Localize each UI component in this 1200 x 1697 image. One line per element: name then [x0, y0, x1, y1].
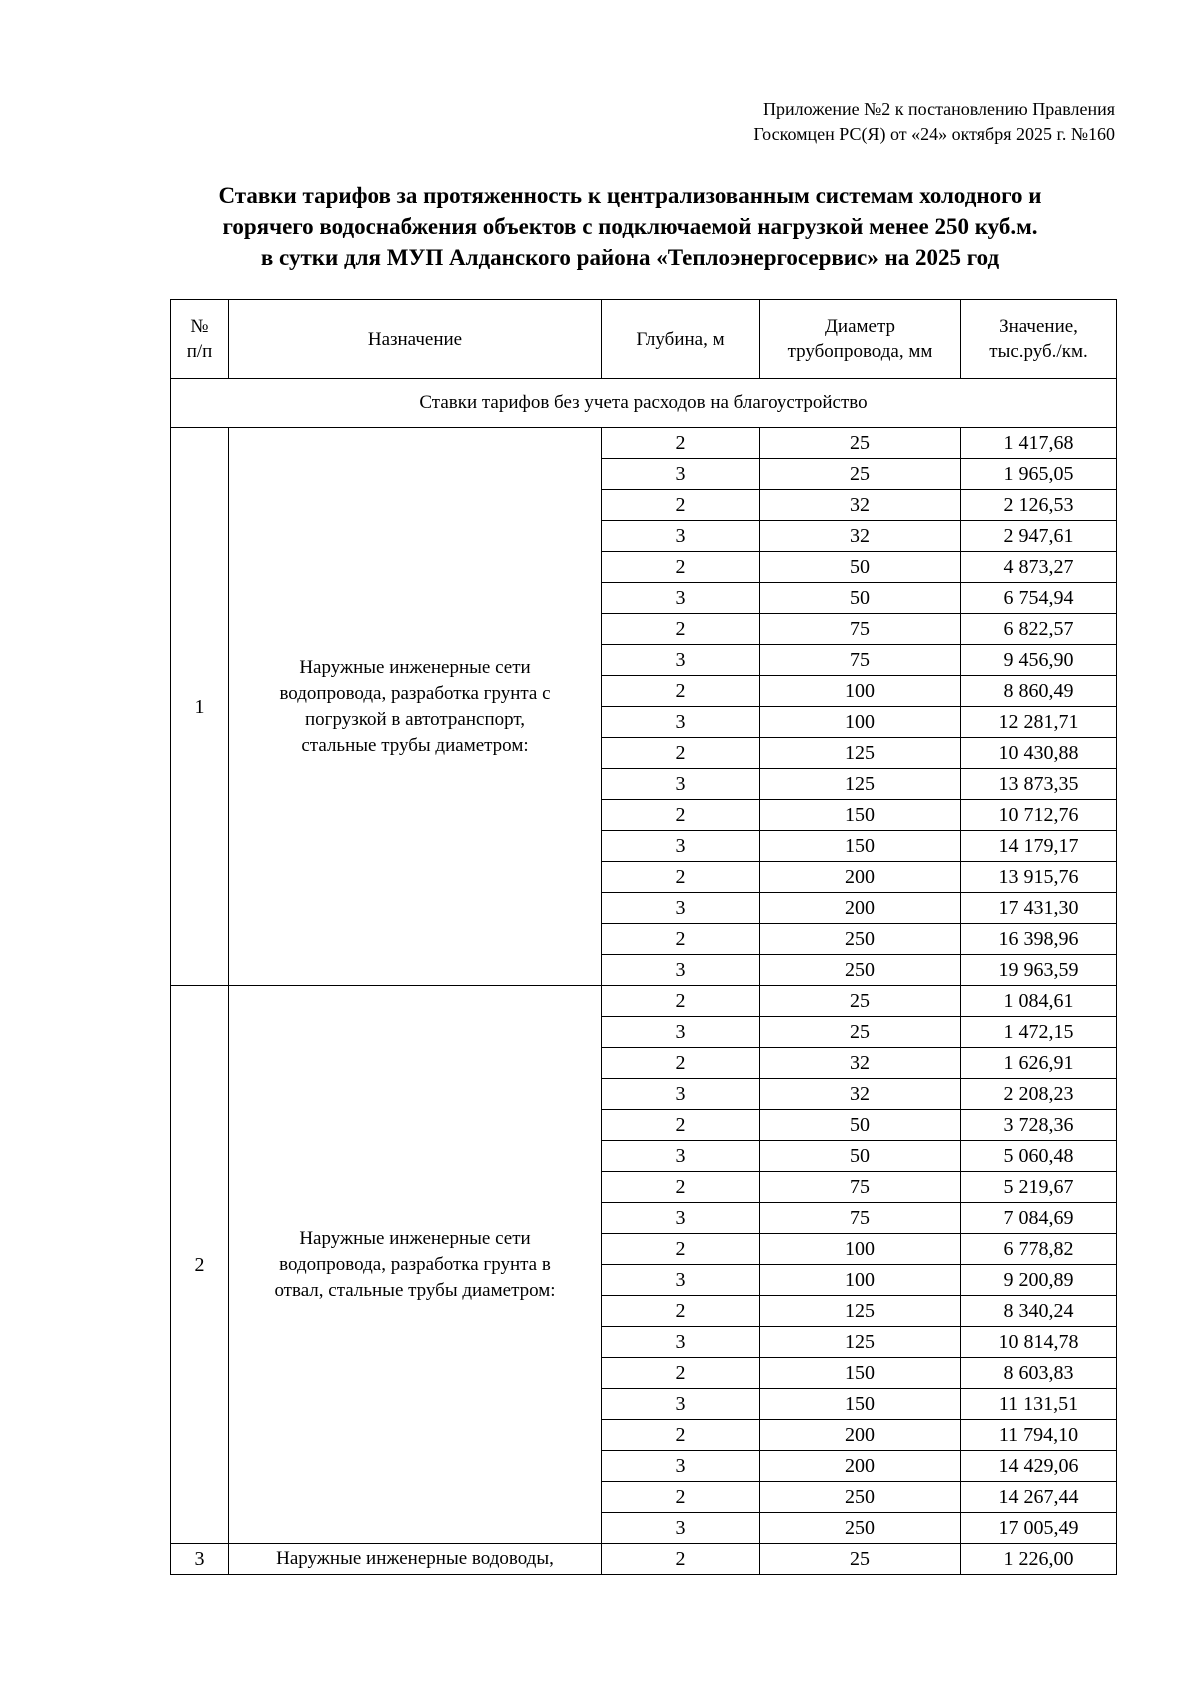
depth-cell: 3	[602, 955, 760, 986]
purpose-cell	[229, 428, 602, 986]
row-number: 2	[171, 986, 229, 1544]
depth-cell: 2	[602, 1482, 760, 1513]
diameter-cell: 32	[760, 490, 961, 521]
col-header-diameter-line1: Диаметр	[824, 316, 896, 337]
diameter-cell: 32	[760, 521, 961, 552]
value-cell: 4 873,27	[961, 552, 1117, 583]
purpose-line: водопровода, разработка грунта в	[279, 1253, 551, 1275]
depth-cell: 2	[602, 1048, 760, 1079]
diameter-cell: 250	[760, 1482, 961, 1513]
diameter-cell: 150	[760, 1389, 961, 1420]
value-cell: 17 431,30	[961, 893, 1117, 924]
col-header-purpose: Назначение	[229, 300, 602, 379]
value-cell: 9 200,89	[961, 1265, 1117, 1296]
header-line-2: Госкомцен РС(Я) от «24» октября 2025 г. №160	[753, 124, 1115, 144]
section-title: Ставки тарифов без учета расходов на благоустройство	[171, 379, 1117, 428]
depth-cell: 3	[602, 1141, 760, 1172]
diameter-cell: 100	[760, 1234, 961, 1265]
depth-cell: 2	[602, 1420, 760, 1451]
diameter-cell: 25	[760, 1544, 961, 1575]
value-cell: 10 430,88	[961, 738, 1117, 769]
depth-cell: 3	[602, 707, 760, 738]
title-line-3: в сутки для МУП Алданского района «Теплоэнергосервис» на 2025 год	[260, 245, 1000, 270]
depth-cell: 3	[602, 1079, 760, 1110]
depth-cell: 2	[602, 986, 760, 1017]
title-line-2: горячего водоснабжения объектов с подключаемой нагрузкой менее 250 куб.м.	[222, 214, 1038, 239]
row-number: 1	[171, 428, 229, 986]
depth-cell: 2	[602, 428, 760, 459]
depth-cell: 3	[602, 583, 760, 614]
value-cell: 9 456,90	[961, 645, 1117, 676]
depth-cell: 2	[602, 1110, 760, 1141]
diameter-cell: 250	[760, 924, 961, 955]
value-cell: 1 417,68	[961, 428, 1117, 459]
diameter-cell: 200	[760, 893, 961, 924]
diameter-cell: 50	[760, 1110, 961, 1141]
depth-cell: 3	[602, 1513, 760, 1544]
value-cell: 6 754,94	[961, 583, 1117, 614]
depth-cell: 3	[602, 1389, 760, 1420]
depth-cell: 3	[602, 1203, 760, 1234]
diameter-cell: 150	[760, 1358, 961, 1389]
value-cell: 2 208,23	[961, 1079, 1117, 1110]
table-body	[171, 428, 1117, 1575]
depth-cell: 2	[602, 924, 760, 955]
value-cell: 13 873,35	[961, 769, 1117, 800]
table-row	[171, 428, 1117, 459]
col-header-number	[171, 300, 229, 379]
value-cell: 10 814,78	[961, 1327, 1117, 1358]
diameter-cell: 125	[760, 769, 961, 800]
value-cell: 10 712,76	[961, 800, 1117, 831]
value-cell: 1 626,91	[961, 1048, 1117, 1079]
value-cell: 8 860,49	[961, 676, 1117, 707]
col-header-number-line2: п/п	[186, 341, 213, 362]
col-header-diameter	[760, 300, 961, 379]
value-cell: 17 005,49	[961, 1513, 1117, 1544]
value-cell: 2 947,61	[961, 521, 1117, 552]
value-cell: 11 131,51	[961, 1389, 1117, 1420]
document-title	[150, 180, 1110, 273]
diameter-cell: 32	[760, 1079, 961, 1110]
diameter-cell: 75	[760, 614, 961, 645]
purpose-line: отвал, стальные трубы диаметром:	[274, 1279, 556, 1301]
depth-cell: 2	[602, 862, 760, 893]
value-cell: 14 267,44	[961, 1482, 1117, 1513]
diameter-cell: 200	[760, 1420, 961, 1451]
purpose-line: Наружные инженерные водоводы,	[276, 1548, 554, 1569]
diameter-cell: 125	[760, 738, 961, 769]
value-cell: 13 915,76	[961, 862, 1117, 893]
tariff-table	[170, 299, 1117, 1575]
depth-cell: 2	[602, 1296, 760, 1327]
col-header-number-line1: №	[190, 316, 209, 337]
depth-cell: 2	[602, 738, 760, 769]
diameter-cell: 200	[760, 1451, 961, 1482]
value-cell: 19 963,59	[961, 955, 1117, 986]
table-header-row	[171, 300, 1117, 379]
purpose-cell	[229, 1544, 602, 1575]
diameter-cell: 75	[760, 645, 961, 676]
purpose-line: Наружные инженерные сети	[299, 656, 531, 678]
header-line-1: Приложение №2 к постановлению Правления	[762, 99, 1115, 119]
value-cell: 12 281,71	[961, 707, 1117, 738]
table-row	[171, 986, 1117, 1017]
value-cell: 14 429,06	[961, 1451, 1117, 1482]
section-row	[171, 379, 1117, 428]
depth-cell: 2	[602, 676, 760, 707]
diameter-cell: 75	[760, 1203, 961, 1234]
diameter-cell: 25	[760, 1017, 961, 1048]
value-cell: 16 398,96	[961, 924, 1117, 955]
depth-cell: 2	[602, 1172, 760, 1203]
depth-cell: 2	[602, 1544, 760, 1575]
diameter-cell: 125	[760, 1327, 961, 1358]
diameter-cell: 50	[760, 1141, 961, 1172]
value-cell: 6 822,57	[961, 614, 1117, 645]
diameter-cell: 100	[760, 1265, 961, 1296]
row-number: 3	[171, 1544, 229, 1575]
diameter-cell: 150	[760, 800, 961, 831]
depth-cell: 3	[602, 831, 760, 862]
depth-cell: 2	[602, 800, 760, 831]
diameter-cell: 125	[760, 1296, 961, 1327]
depth-cell: 3	[602, 521, 760, 552]
depth-cell: 3	[602, 645, 760, 676]
value-cell: 6 778,82	[961, 1234, 1117, 1265]
depth-cell: 3	[602, 893, 760, 924]
value-cell: 1 084,61	[961, 986, 1117, 1017]
col-header-value-line1: Значение,	[999, 316, 1078, 337]
value-cell: 7 084,69	[961, 1203, 1117, 1234]
value-cell: 8 340,24	[961, 1296, 1117, 1327]
depth-cell: 3	[602, 459, 760, 490]
col-header-value-line2: тыс.руб./км.	[989, 341, 1088, 362]
depth-cell: 3	[602, 1451, 760, 1482]
value-cell: 1 965,05	[961, 459, 1117, 490]
document-header	[753, 97, 1115, 147]
diameter-cell: 32	[760, 1048, 961, 1079]
depth-cell: 2	[602, 614, 760, 645]
value-cell: 14 179,17	[961, 831, 1117, 862]
purpose-line: Наружные инженерные сети	[299, 1227, 531, 1249]
diameter-cell: 50	[760, 583, 961, 614]
depth-cell: 2	[602, 490, 760, 521]
depth-cell: 3	[602, 769, 760, 800]
diameter-cell: 75	[760, 1172, 961, 1203]
diameter-cell: 200	[760, 862, 961, 893]
purpose-cell	[229, 986, 602, 1544]
title-line-1: Ставки тарифов за протяженность к централизованным системам холодного и	[218, 183, 1042, 208]
col-header-value	[961, 300, 1117, 379]
purpose-line: водопровода, разработка грунта с	[279, 682, 551, 704]
value-cell: 3 728,36	[961, 1110, 1117, 1141]
value-cell: 8 603,83	[961, 1358, 1117, 1389]
value-cell: 5 219,67	[961, 1172, 1117, 1203]
purpose-line: стальные трубы диаметром:	[301, 734, 529, 756]
diameter-cell: 25	[760, 459, 961, 490]
diameter-cell: 100	[760, 707, 961, 738]
diameter-cell: 250	[760, 955, 961, 986]
value-cell: 5 060,48	[961, 1141, 1117, 1172]
diameter-cell: 150	[760, 831, 961, 862]
table-row	[171, 1544, 1117, 1575]
diameter-cell: 50	[760, 552, 961, 583]
depth-cell: 2	[602, 1358, 760, 1389]
purpose-line: погрузкой в автотранспорт,	[305, 708, 525, 730]
diameter-cell: 25	[760, 428, 961, 459]
value-cell: 11 794,10	[961, 1420, 1117, 1451]
col-header-depth: Глубина, м	[602, 300, 760, 379]
depth-cell: 3	[602, 1017, 760, 1048]
depth-cell: 3	[602, 1265, 760, 1296]
diameter-cell: 250	[760, 1513, 961, 1544]
value-cell: 1 226,00	[961, 1544, 1117, 1575]
value-cell: 1 472,15	[961, 1017, 1117, 1048]
value-cell: 2 126,53	[961, 490, 1117, 521]
depth-cell: 2	[602, 1234, 760, 1265]
diameter-cell: 25	[760, 986, 961, 1017]
depth-cell: 3	[602, 1327, 760, 1358]
depth-cell: 2	[602, 552, 760, 583]
col-header-diameter-line2: трубопровода, мм	[787, 341, 933, 362]
diameter-cell: 100	[760, 676, 961, 707]
